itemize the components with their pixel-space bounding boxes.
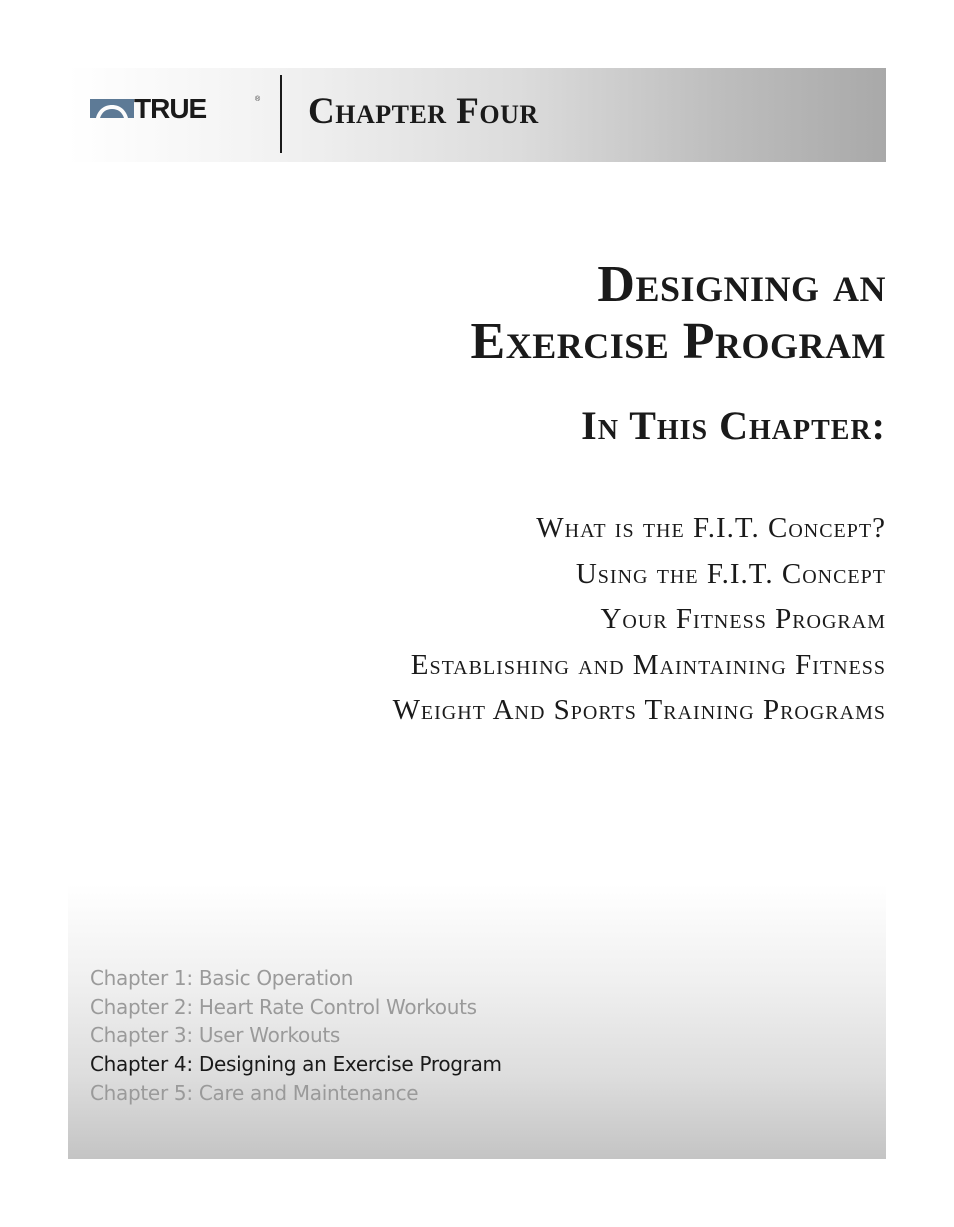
chapter-nav-item-1[interactable]: Chapter 1: Basic Operation bbox=[90, 966, 354, 990]
registered-mark: ® bbox=[255, 96, 261, 103]
topic-item: What is the F.I.T. Concept? bbox=[536, 512, 886, 544]
chapter-navigation-band bbox=[68, 884, 886, 1159]
true-arch-logo-icon bbox=[90, 96, 134, 120]
chapter-title bbox=[186, 256, 886, 370]
chapter-navigation-list bbox=[90, 964, 502, 1108]
chapter-nav-item-5[interactable]: Chapter 5: Care and Maintenance bbox=[90, 1080, 419, 1105]
true-logo bbox=[90, 93, 261, 124]
topic-item: Using the F.I.T. Concept bbox=[575, 557, 886, 590]
topic-item: Your Fitness Program bbox=[600, 603, 886, 635]
chapter-nav-item-3[interactable]: Chapter 3: User Workouts bbox=[90, 1023, 340, 1048]
chapter-topics-list bbox=[186, 506, 886, 734]
chapter-title-line-1: Designing an bbox=[597, 256, 886, 313]
header-divider bbox=[280, 75, 282, 153]
chapter-title-line-2: Exercise Program bbox=[470, 313, 886, 370]
chapter-label: Chapter Four bbox=[308, 91, 539, 132]
chapter-nav-item-2[interactable]: Chapter 2: Heart Rate Control Workouts bbox=[90, 994, 477, 1019]
chapter-header-band bbox=[68, 68, 886, 162]
topic-item: Establishing and Maintaining Fitness bbox=[410, 648, 886, 681]
logo-wordmark: TRUE bbox=[134, 93, 207, 124]
in-this-chapter-heading: In This Chapter: bbox=[581, 403, 886, 448]
topic-item: Weight And Sports Training Programs bbox=[392, 694, 886, 726]
chapter-nav-item-4-current[interactable]: Chapter 4: Designing an Exercise Program bbox=[90, 1052, 502, 1077]
